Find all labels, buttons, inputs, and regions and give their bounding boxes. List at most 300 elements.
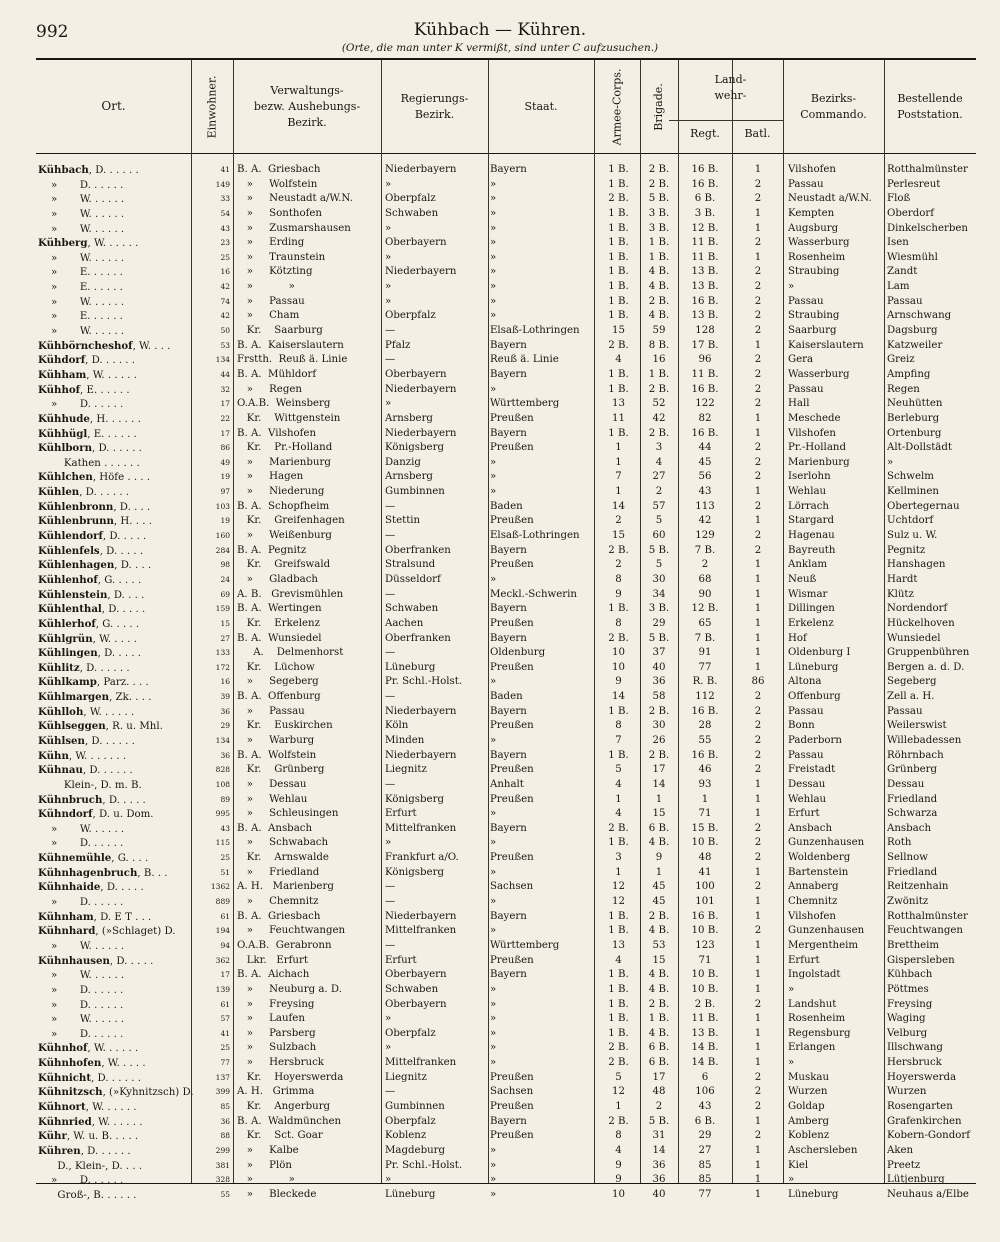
cell-armee: 1 B. <box>608 925 629 937</box>
table-row <box>0 1056 1000 1071</box>
cell-kdo: Wismar <box>788 588 828 600</box>
cell-verw: B. A. Wolfstein <box>237 749 317 761</box>
cell-staat: Preußen <box>490 1071 534 1083</box>
cell-reg: » <box>385 222 392 234</box>
cell-einw: 16 <box>220 267 230 277</box>
cell-armee: 8 <box>615 617 622 629</box>
ort-suffix: » W. . . . . . <box>38 326 125 338</box>
cell-verw: » Chemnitz <box>237 896 319 908</box>
cell-verw: » » <box>237 1174 295 1186</box>
table-row <box>0 588 1000 603</box>
cell-post: Kellminen <box>887 486 939 498</box>
cell-verw: B. A. Wertingen <box>237 603 322 615</box>
cell-post: Zwönitz <box>887 896 929 908</box>
cell-brig: 5 <box>655 559 663 571</box>
ort-name: Kühnhagenbruch <box>38 866 138 879</box>
cell-post: Ortenburg <box>887 427 942 439</box>
cell-staat: Preußen <box>490 1130 534 1142</box>
cell-staat: » <box>490 471 497 483</box>
cell-batl: 1 <box>754 983 762 995</box>
table-row <box>0 778 1000 793</box>
cell-post: Preetz <box>887 1159 921 1171</box>
cell-batl: 1 <box>754 427 762 439</box>
cell-armee: 1 B. <box>608 281 629 293</box>
cell-post: Passau <box>887 705 923 717</box>
ort-name: Kühnemühle <box>38 852 112 865</box>
cell-batl: 1 <box>754 573 762 585</box>
cell-kdo: Gera <box>788 354 814 366</box>
cell-regt: 106 <box>695 1086 715 1098</box>
ort-suffix: Groß-, B. . . . . . <box>38 1189 137 1201</box>
cell-verw: B. A. Offenburg <box>237 691 321 703</box>
cell-reg: Stralsund <box>385 559 436 571</box>
header-kommando: Bezirks- Commando. <box>800 92 867 121</box>
cell-post: Schwarza <box>887 808 938 820</box>
cell-armee: 8 <box>615 573 622 585</box>
cell-reg: Schwaben <box>385 983 439 995</box>
cell-verw: Kr. Hoyerswerda <box>237 1071 344 1083</box>
cell-kdo: Wurzen <box>788 1086 828 1098</box>
ort-suffix: , R. u. Mhl. <box>105 721 163 733</box>
cell-armee: 13 <box>612 939 625 951</box>
cell-kdo: Vilshofen <box>788 910 836 922</box>
cell-einw: 36 <box>220 706 230 716</box>
ort-name: Kühnicht <box>38 1071 92 1084</box>
cell-post: Sellnow <box>887 852 928 864</box>
cell-armee: 5 <box>615 764 622 776</box>
table-row <box>0 1115 1000 1130</box>
cell-staat: Württemberg <box>490 398 560 410</box>
ort-name: Kühnau <box>38 764 83 777</box>
cell-reg: Niederbayern <box>385 164 457 175</box>
cell-armee: 8 <box>615 1130 622 1142</box>
ort-name: Kühhügl <box>38 427 88 440</box>
cell-regt: 42 <box>698 515 712 527</box>
cell-kdo: Kiel <box>788 1159 809 1171</box>
table-row <box>0 1159 1000 1174</box>
cell-regt: 71 <box>698 808 712 820</box>
table-row <box>0 383 1000 398</box>
cell-armee: 15 <box>612 325 625 337</box>
table-row <box>0 529 1000 544</box>
ort-name: Kühnhofen <box>38 1057 102 1070</box>
cell-einw: 137 <box>215 1072 230 1082</box>
cell-verw: B. A. Aichach <box>237 969 310 981</box>
header-ort: Ort. <box>101 99 126 114</box>
ort-name: Kühndorf <box>38 808 93 821</box>
cell-reg: Mittelfranken <box>385 822 457 834</box>
cell-brig: 4 <box>655 456 663 468</box>
cell-armee: 4 <box>615 354 622 366</box>
ort-suffix: » W. . . . . . <box>38 296 125 308</box>
cell-kdo: Erfurt <box>788 808 820 820</box>
cell-einw: 77 <box>220 1058 230 1068</box>
cell-batl: 1 <box>754 632 762 644</box>
cell-reg: Frankfurt a/O. <box>385 852 459 864</box>
table-row <box>0 1012 1000 1027</box>
table-row <box>0 192 1000 207</box>
cell-kdo: Goldap <box>788 1101 825 1112</box>
cell-brig: 60 <box>652 530 666 542</box>
cell-staat: Preußen <box>490 954 534 966</box>
cell-kdo: Regensburg <box>788 1027 851 1039</box>
cell-reg: — <box>385 896 396 908</box>
ort-suffix: Klein-, D. m. B. <box>38 779 142 791</box>
cell-batl: 1 <box>754 339 762 351</box>
cell-reg: Königsberg <box>385 442 444 454</box>
cell-batl: 2 <box>754 852 762 864</box>
ort-name: Kühren <box>38 1144 81 1157</box>
table-row <box>0 1144 1000 1159</box>
cell-verw: » Friedland <box>237 866 320 878</box>
cell-verw: » Bleckede <box>237 1188 317 1200</box>
cell-reg: Arnsberg <box>385 412 433 424</box>
cell-verw: Kr. Greifenhagen <box>237 515 345 527</box>
cell-regt: 14 B. <box>691 1057 719 1069</box>
cell-post: Hoyerswerda <box>887 1071 957 1083</box>
table-row <box>0 632 1000 647</box>
cell-post: Lütjenburg <box>887 1174 945 1186</box>
cell-einw: 44 <box>220 369 230 379</box>
table-row <box>0 280 1000 295</box>
cell-armee: 9 <box>615 1159 622 1171</box>
cell-reg: Pr. Schl.-Holst. <box>385 676 463 688</box>
cell-verw: O.A.B. Gerabronn <box>237 939 332 951</box>
cell-reg: Niederbayern <box>385 705 457 717</box>
cell-staat: Preußen <box>490 1101 534 1112</box>
cell-verw: » Traunstein <box>237 251 326 263</box>
cell-staat: Bayern <box>490 427 527 439</box>
cell-verw: » Niederung <box>237 486 325 498</box>
cell-brig: 36 <box>652 676 666 688</box>
cell-reg: » <box>385 281 392 293</box>
table-row <box>0 441 1000 456</box>
cell-armee: 14 <box>612 691 625 703</box>
ort-suffix: , D. . . . . . <box>85 355 136 367</box>
cell-kdo: Vilshofen <box>788 164 836 175</box>
ort-suffix: , D. . . . . <box>97 648 142 660</box>
cell-brig: 1 <box>655 866 663 878</box>
cell-armee: 1 <box>615 793 622 805</box>
cell-regt: 3 B. <box>694 207 716 219</box>
cell-einw: 139 <box>215 984 230 994</box>
header-armee: Armee-Corps. <box>610 68 624 146</box>
cell-verw: » Passau <box>237 705 305 717</box>
table-row <box>0 690 1000 705</box>
cell-post: Perlesreut <box>887 178 941 190</box>
cell-batl: 2 <box>754 1086 762 1098</box>
cell-einw: 43 <box>220 823 230 833</box>
cell-regt: 85 <box>698 1159 712 1171</box>
cell-verw: B. A. Griesbach <box>237 164 321 175</box>
ort-suffix: , W. . . . . . <box>86 369 138 381</box>
cell-regt: 43 <box>698 486 712 498</box>
ort-suffix: , B. . . <box>137 867 168 879</box>
cell-brig: 4 B. <box>648 266 670 278</box>
cell-brig: 27 <box>652 471 666 483</box>
cell-post: Friedland <box>887 793 938 805</box>
cell-armee: 1 B. <box>608 383 629 395</box>
cell-staat: » <box>490 310 497 322</box>
cell-einw: 85 <box>220 1102 230 1111</box>
cell-staat: Reuß ä. Linie <box>490 354 559 366</box>
cell-regt: 41 <box>698 866 712 878</box>
cell-verw: » » <box>237 281 295 293</box>
cell-brig: 5 B. <box>648 193 670 205</box>
cell-batl: 2 <box>754 734 762 746</box>
cell-reg: Erfurt <box>385 808 417 820</box>
cell-kdo: Koblenz <box>788 1130 830 1142</box>
cell-reg: — <box>385 354 396 366</box>
cell-batl: 1 <box>754 251 762 263</box>
cell-staat: Preußen <box>490 852 534 864</box>
cell-regt: 6 <box>701 1071 709 1083</box>
cell-staat: Oldenburg <box>490 647 546 659</box>
cell-post: Sulz u. W. <box>887 530 938 542</box>
cell-brig: 4 B. <box>648 969 670 981</box>
cell-einw: 17 <box>220 428 230 438</box>
cell-post: Rotthalmünster <box>887 164 968 175</box>
cell-regt: 68 <box>698 573 712 585</box>
cell-regt: 45 <box>698 456 712 468</box>
cell-einw: 133 <box>215 648 230 658</box>
cell-reg: Mittelfranken <box>385 1057 457 1069</box>
cell-reg: Stettin <box>385 515 421 527</box>
cell-batl: 1 <box>754 559 762 571</box>
cell-staat: Baden <box>490 500 523 512</box>
cell-batl: 1 <box>754 1057 762 1069</box>
cell-kdo: Hof <box>788 632 807 644</box>
ort-suffix: , W. . . . . . <box>85 1102 137 1113</box>
cell-staat: Preußen <box>490 442 534 454</box>
cell-staat: Bayern <box>490 632 527 644</box>
cell-staat: » <box>490 676 497 688</box>
cell-brig: 30 <box>652 720 666 732</box>
cell-batl: 1 <box>754 1115 762 1127</box>
cell-regt: 128 <box>695 325 715 337</box>
ort-name: Kühlenbrunn <box>38 515 114 528</box>
cell-staat: Bayern <box>490 368 527 380</box>
cell-post: Zandt <box>887 266 918 278</box>
cell-verw: B. A. Schopfheim <box>237 500 330 512</box>
cell-brig: 40 <box>652 1188 666 1200</box>
cell-verw: B. A. Vilshofen <box>237 427 317 439</box>
cell-einw: 889 <box>215 897 230 907</box>
cell-einw: 33 <box>220 194 230 204</box>
cell-armee: 7 <box>615 734 622 746</box>
cell-staat: » <box>490 734 497 746</box>
table-row <box>0 163 1000 178</box>
cell-kdo: Ansbach <box>788 822 833 834</box>
cell-post: Wurzen <box>887 1086 927 1098</box>
cell-brig: 17 <box>652 764 666 776</box>
cell-staat: Preußen <box>490 661 534 673</box>
cell-staat: Preußen <box>490 764 534 776</box>
cell-kdo: Iserlohn <box>788 471 831 483</box>
ort-suffix: » W. . . . . . <box>38 1014 125 1026</box>
ort-suffix: » D. . . . . . <box>38 999 124 1011</box>
cell-verw: Kr. Erkelenz <box>237 617 320 629</box>
cell-verw: A. Delmenhorst <box>237 647 344 659</box>
cell-batl: 2 <box>754 281 762 293</box>
cell-regt: 10 B. <box>691 837 719 849</box>
table-row <box>0 880 1000 895</box>
cell-kdo: Lörrach <box>788 500 829 512</box>
cell-kdo: Bartenstein <box>788 866 849 878</box>
cell-post: Illschwang <box>887 1042 943 1054</box>
ort-name: Kühlkamp <box>38 676 97 689</box>
cell-regt: 129 <box>695 530 715 542</box>
ort-suffix: , W. . . . . <box>101 1058 146 1070</box>
cell-regt: 16 B. <box>691 178 719 190</box>
cell-verw: » Schwabach <box>237 837 329 849</box>
cell-regt: 15 B. <box>691 822 719 834</box>
cell-batl: 2 <box>754 398 762 410</box>
table-row <box>0 222 1000 237</box>
cell-reg: — <box>385 588 396 600</box>
cell-batl: 2 <box>754 237 762 249</box>
cell-armee: 1 <box>615 456 622 468</box>
cell-kdo: Straubing <box>788 310 840 322</box>
cell-brig: 5 B. <box>648 1115 670 1127</box>
cell-regt: 13 B. <box>691 1027 719 1039</box>
cell-regt: 82 <box>698 412 712 424</box>
cell-einw: 98 <box>220 560 230 570</box>
cell-staat: » <box>490 866 497 878</box>
cell-verw: Kr. Angerburg <box>237 1101 331 1112</box>
cell-post: Hardt <box>887 573 918 585</box>
cell-regt: 16 B. <box>691 749 719 761</box>
cell-armee: 2 <box>615 515 622 527</box>
cell-post: Velburg <box>887 1027 928 1039</box>
cell-regt: R. B. <box>692 676 718 688</box>
cell-verw: Kr. Saarburg <box>237 325 323 337</box>
cell-verw: » Freysing <box>237 998 315 1010</box>
ort-name: Kühlenhof <box>38 573 98 586</box>
cell-post: Floß <box>887 193 911 205</box>
ort-suffix: , W. . . . . . <box>87 238 139 250</box>
cell-regt: 13 B. <box>691 266 719 278</box>
cell-reg: Schwaben <box>385 603 439 615</box>
ort-suffix: , D. . . . <box>107 589 145 601</box>
cell-armee: 4 <box>615 954 622 966</box>
cell-post: Waging <box>887 1013 926 1025</box>
cell-verw: » Feuchtwangen <box>237 925 346 937</box>
cell-brig: 2 B. <box>648 910 670 922</box>
ort-name: Kühnham <box>38 910 94 923</box>
cell-staat: Bayern <box>490 969 527 981</box>
cell-batl: 1 <box>754 617 762 629</box>
cell-batl: 2 <box>754 544 762 556</box>
table-row <box>0 339 1000 354</box>
cell-einw: 828 <box>215 765 230 775</box>
cell-post: Obertegernau <box>887 500 960 512</box>
ort-name: Kühnbruch <box>38 793 103 806</box>
cell-verw: » Neuburg a. D. <box>237 983 342 995</box>
table-row <box>0 295 1000 310</box>
cell-armee: 15 <box>612 530 625 542</box>
cell-batl: 1 <box>754 910 762 922</box>
cell-brig: 29 <box>652 617 666 629</box>
cell-armee: 1 B. <box>608 222 629 234</box>
cell-brig: 1 <box>655 793 663 805</box>
cell-reg: Niederbayern <box>385 427 457 439</box>
ort-name: Kühbörncheshof <box>38 339 133 352</box>
cell-reg: Lüneburg <box>385 1188 436 1200</box>
table-row <box>0 836 1000 851</box>
cell-kdo: Rosenheim <box>788 1013 846 1025</box>
cell-batl: 1 <box>754 412 762 424</box>
cell-brig: 53 <box>652 939 666 951</box>
cell-armee: 2 B. <box>608 339 629 351</box>
ort-name: Kühham <box>38 368 87 381</box>
cell-kdo: Pr.-Holland <box>788 442 846 454</box>
cell-armee: 1 B. <box>608 178 629 190</box>
ort-name: Kühhude <box>38 412 90 425</box>
cell-armee: 1 <box>615 486 622 498</box>
cell-kdo: Kempten <box>788 207 835 219</box>
cell-regt: 16 B. <box>691 910 719 922</box>
cell-verw: Kr. Euskirchen <box>237 720 333 732</box>
cell-regt: 101 <box>695 896 715 908</box>
cell-armee: 9 <box>615 588 622 600</box>
cell-batl: 2 <box>754 442 762 454</box>
page-number: 992 <box>36 22 69 42</box>
cell-kdo: Wasserburg <box>788 237 850 249</box>
cell-staat: » <box>490 1174 497 1186</box>
cell-brig: 4 B. <box>648 983 670 995</box>
cell-brig: 16 <box>652 354 666 366</box>
cell-post: Friedland <box>887 866 938 878</box>
cell-post: Isen <box>887 237 909 249</box>
cell-reg: Oberpfalz <box>385 1115 436 1127</box>
cell-einw: 51 <box>220 867 230 877</box>
cell-reg: » <box>385 837 392 849</box>
cell-staat: » <box>490 837 497 849</box>
ort-suffix: , W. . . . . . . <box>68 750 127 762</box>
cell-regt: 90 <box>698 588 712 600</box>
cell-armee: 1 B. <box>608 603 629 615</box>
cell-brig: 4 B. <box>648 1027 670 1039</box>
cell-staat: » <box>490 573 497 585</box>
cell-batl: 2 <box>754 749 762 761</box>
cell-kdo: Passau <box>788 383 824 395</box>
cell-regt: 7 B. <box>694 544 716 556</box>
cell-einw: 49 <box>220 457 230 467</box>
cell-post: Alt-Dollstädt <box>887 442 952 454</box>
cell-armee: 4 <box>615 808 622 820</box>
cell-brig: 30 <box>652 573 666 585</box>
cell-armee: 11 <box>612 412 625 424</box>
cell-staat: » <box>490 1013 497 1025</box>
cell-brig: 59 <box>652 325 666 337</box>
table-row <box>0 1188 1000 1203</box>
cell-staat: Bayern <box>490 544 527 556</box>
cell-einw: 54 <box>220 208 230 218</box>
table-row <box>0 353 1000 368</box>
cell-armee: 1 B. <box>608 1027 629 1039</box>
ort-suffix: , D. . . . . . <box>88 165 139 176</box>
ort-name: Kühnried <box>38 1115 92 1128</box>
ort-name: Kühdorf <box>38 354 86 367</box>
cell-brig: 31 <box>652 1130 666 1142</box>
cell-brig: 14 <box>652 1144 666 1156</box>
ort-name: Kühnhaide <box>38 881 101 894</box>
page-subtitle: (Orte, die man unter K vermißt, sind unter C aufzusuchen.) <box>341 42 659 54</box>
cell-post: Neuhütten <box>887 398 943 410</box>
cell-verw: » Kötzting <box>237 266 313 278</box>
cell-staat: Meckl.-Schwerin <box>490 588 577 600</box>
